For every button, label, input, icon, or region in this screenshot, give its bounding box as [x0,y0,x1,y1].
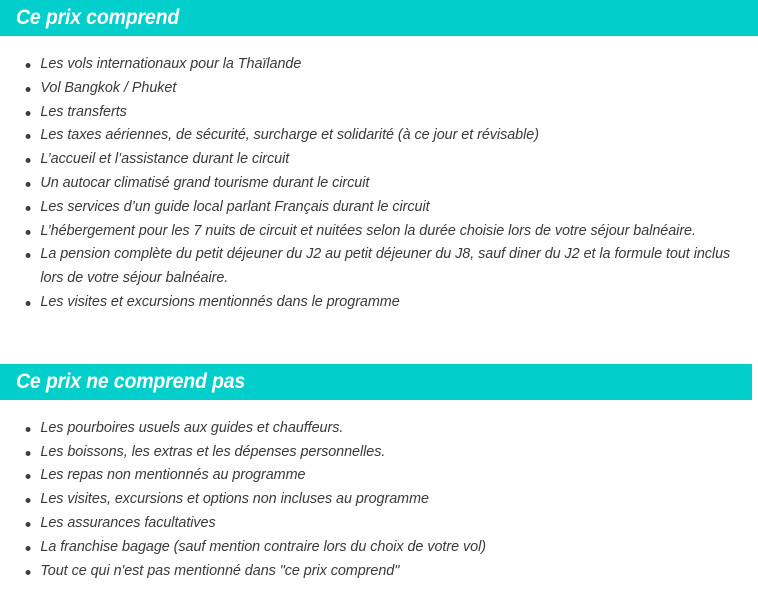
list-item [0,148,747,172]
list-item [0,417,747,441]
section-body-excluded [0,400,758,584]
list-item-text: Vol Bangkok / Phuket [40,79,177,96]
list-item-text: Les repas non mentionnés au programme [40,467,306,484]
list-item [0,291,747,315]
list-item-text: La pension complète du petit déjeuner du J2 au petit déjeuner du J8, sauf diner du J2 et la formule tout inclus lors de votre séjour balnéaire. [40,246,731,287]
list-item [0,464,747,488]
list-item [0,536,747,560]
list-item-text: Les assurances facultatives [40,514,216,531]
list-item-text: La franchise bagage (sauf mention contraire lors du choix de votre vol) [40,538,486,555]
excluded-item-list [0,417,758,584]
list-item-text: Les pourboires usuels aux guides et chauffeurs. [40,419,344,436]
section-title-excluded: Ce prix ne comprend pas [16,369,246,393]
list-item [0,172,747,196]
list-item-text: Les visites, excursions et options non incluses au programme [40,491,429,508]
list-item-text: L’hébergement pour les 7 nuits de circuit et nuitées selon la durée choisie lors de votre séjour balnéaire. [40,222,696,239]
list-item [0,441,747,465]
list-item [0,243,747,291]
section-header-excluded [0,364,752,400]
list-item [0,488,747,512]
list-item-text: Les taxes aériennes, de sécurité, surcharge et solidarité (à ce jour et révisable) [40,127,539,144]
list-item [0,560,747,584]
list-item [0,53,747,77]
list-item [0,101,747,125]
list-item-text: Les services d’un guide local parlant Français durant le circuit [40,198,430,215]
included-item-list [0,53,758,315]
list-item-text: L’accueil et l’assistance durant le circuit [40,151,290,168]
section-title-included: Ce prix comprend [16,6,180,29]
list-item [0,512,747,536]
section-excluded [0,364,758,584]
list-item-text: Un autocar climatisé grand tourisme durant le circuit [40,174,370,191]
list-item-text: Les transferts [40,103,127,120]
list-item [0,77,747,101]
list-item [0,196,747,220]
list-item-text: Les visites et excursions mentionnés dans le programme [40,293,400,310]
section-divider-space [0,315,758,364]
list-item-text: Les vols internationaux pour la Thaïlande [40,56,302,72]
list-item-text: Les boissons, les extras et les dépenses personnelles. [40,443,386,460]
list-item [0,124,747,148]
section-body-included [0,36,758,315]
list-item [0,220,747,244]
list-item-text: Tout ce qui n'est pas mentionné dans "ce prix comprend" [40,562,400,579]
section-header-included [0,0,758,36]
